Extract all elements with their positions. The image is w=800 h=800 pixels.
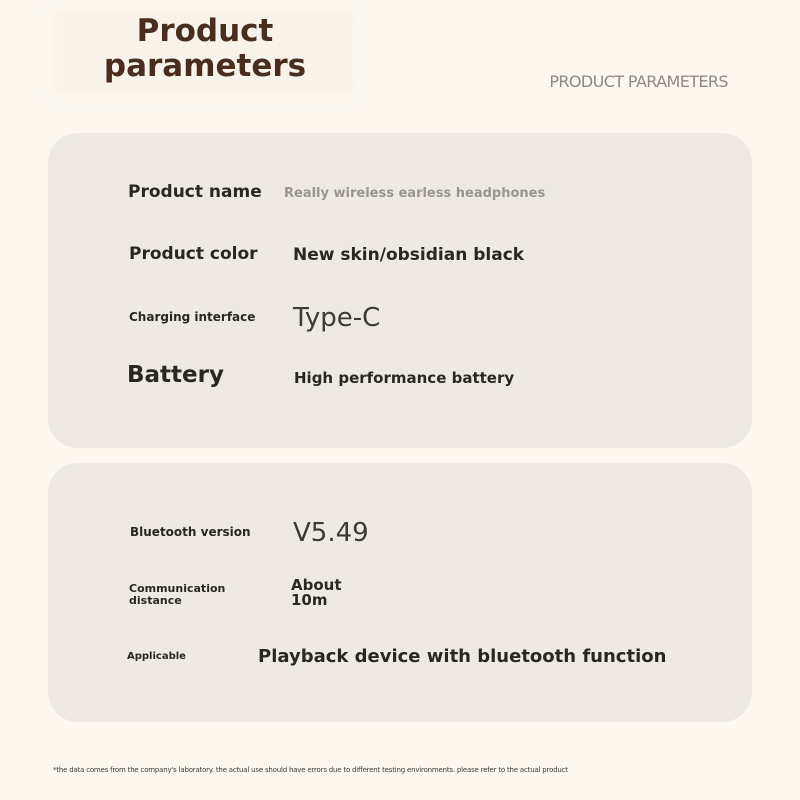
bluetooth-version-value: V5.49 [293,518,369,548]
communication-distance-value: About 10m [291,576,342,609]
product-color-label: Product color [129,244,258,264]
footnote: *the data comes from the company's laboratory. the actual use should have errors due to different testing environments. please refer to the actual product [53,766,568,774]
charging-interface-label: Charging interface [129,310,256,324]
product-name-value: Really wireless earless headphones [284,186,546,201]
battery-label: Battery [127,362,224,388]
product-color-value: New skin/obsidian black [293,245,525,265]
battery-value: High performance battery [294,369,515,387]
page-subtitle: PRODUCT PARAMETERS [549,72,728,91]
parameters-card-primary [48,133,752,448]
bluetooth-version-label: Bluetooth version [130,525,251,539]
charging-interface-value: Type-C [293,303,381,333]
product-name-label: Product name [128,182,262,202]
page-title: Product parameters [103,13,307,84]
applicable-label: Applicable [127,651,186,662]
applicable-value: Playback device with bluetooth function [258,646,667,667]
communication-distance-label: Communication distance [129,582,226,607]
